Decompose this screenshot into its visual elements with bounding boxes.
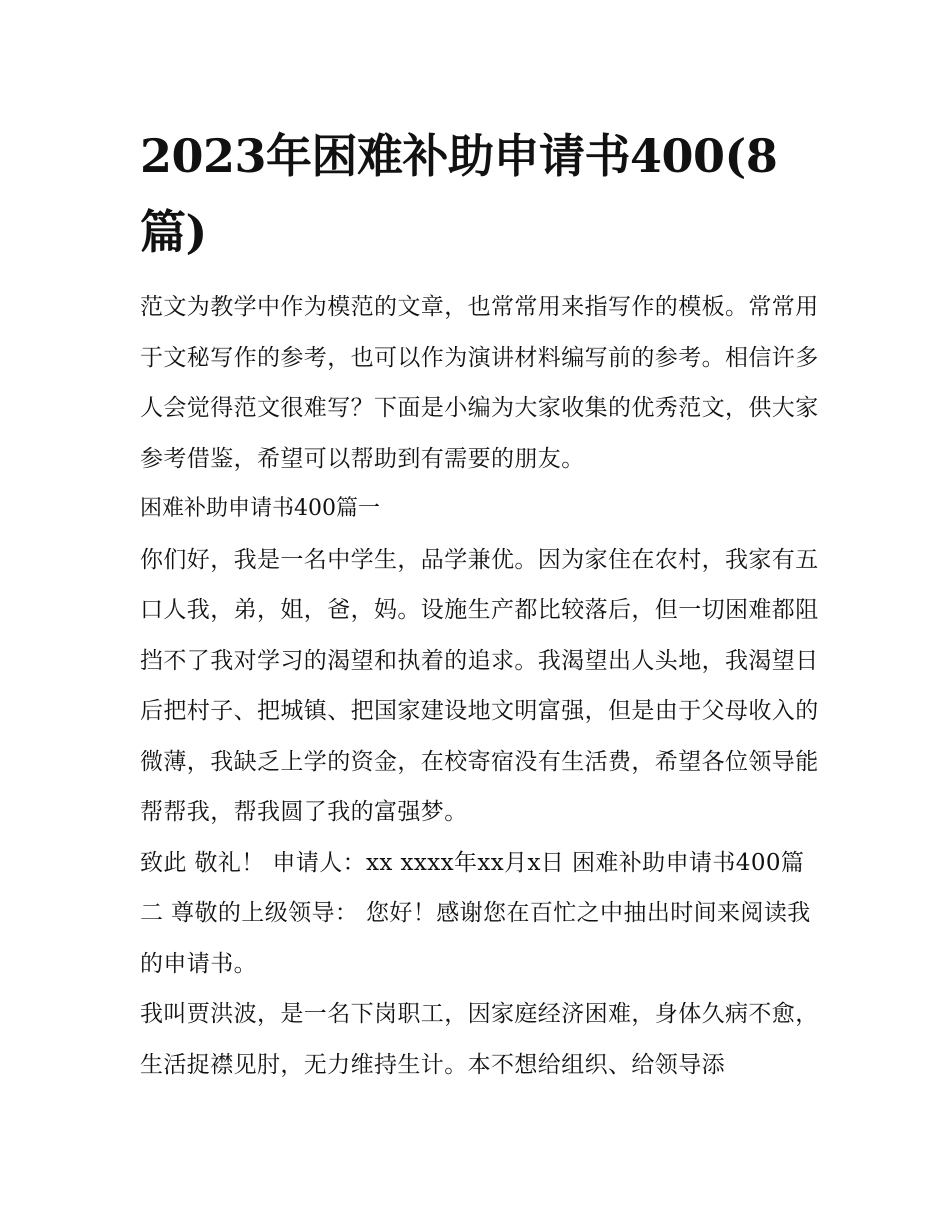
document-title: 2023年困难补助申请书400(8篇) bbox=[140, 129, 778, 259]
intro-paragraph: 范文为教学中作为模范的文章，也常常用来指写作的模板。常常用于文秘写作的参考，也可以作为演讲材料编写前的参考。相信许多人会觉得范文很难写？下面是小编为大家收集的优秀范文，供大家参考借鉴，希望可以帮助到有需要的朋友。 bbox=[140, 294, 819, 472]
section-2-body: 我叫贾洪波，是一名下岗职工，因家庭经济困难，身体久病不愈，生活捉襟见肘，无力维持生计。本不想给组织、给领导添 bbox=[140, 1001, 819, 1078]
section-heading-1: 困难补助申请书400篇一 bbox=[140, 496, 380, 521]
document-content bbox=[140, 118, 820, 1090]
section-1-body: 你们好，我是一名中学生，品学兼优。因为家住在农村，我家有五口人我，弟，姐，爸，妈。设施生产都比较落后，但一切困难都阻挡不了我对学习的渴望和执着的追求。我渴望出人头地，我渴望日后把村子、把城镇、把国家建设地文明富强，但是由于父母收入的微薄，我缺乏上学的资金，在校寄宿没有生活费，希望各位领导能帮帮我，帮我圆了我的富强梦。 bbox=[140, 546, 819, 825]
closing-and-section-2-opening: 致此 敬礼！ 申请人：xx xxxx年xx月x日 困难补助申请书400篇二 尊敬的上级领导： 您好！感谢您在百忙之中抽出时间来阅读我的申请书。 bbox=[140, 849, 811, 977]
